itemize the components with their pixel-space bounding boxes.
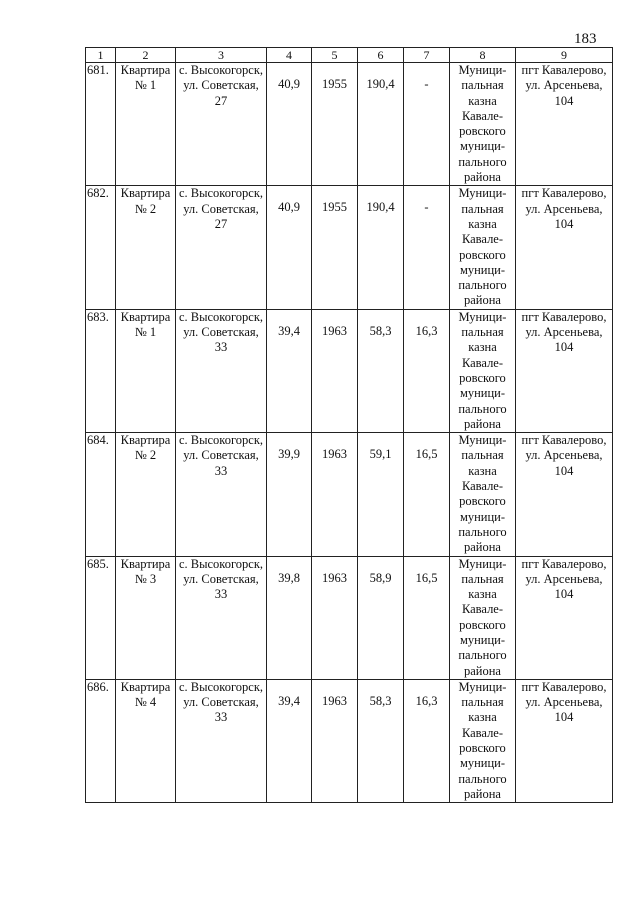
property-residual-value: - xyxy=(404,186,450,309)
property-name: Квартира № 1 xyxy=(116,63,176,186)
column-header: 7 xyxy=(404,48,450,63)
property-area: 40,9 xyxy=(267,63,312,186)
property-area: 39,8 xyxy=(267,556,312,679)
property-name: Квартира № 4 xyxy=(116,679,176,802)
property-owner: Муници- пальная казна Кавале- ровского муници- пального района xyxy=(450,679,516,802)
property-area: 39,9 xyxy=(267,433,312,556)
property-address: с. Высокогорск, ул. Советская, 33 xyxy=(176,679,267,802)
row-number: 683. xyxy=(86,309,116,432)
property-name: Квартира № 3 xyxy=(116,556,176,679)
column-header: 8 xyxy=(450,48,516,63)
property-address: с. Высокогорск, ул. Советская, 33 xyxy=(176,433,267,556)
property-value: 190,4 xyxy=(358,63,404,186)
table-row xyxy=(86,309,613,432)
header-row xyxy=(86,48,613,63)
page-number: 183 xyxy=(574,31,597,47)
property-year: 1963 xyxy=(312,556,358,679)
row-number: 682. xyxy=(86,186,116,309)
property-holder: пгт Кавалерово, ул. Арсеньева, 104 xyxy=(516,556,613,679)
property-holder: пгт Кавалерово, ул. Арсеньева, 104 xyxy=(516,433,613,556)
property-owner: Муници- пальная казна Кавале- ровского муници- пального района xyxy=(450,186,516,309)
property-residual-value: 16,5 xyxy=(404,556,450,679)
property-area: 39,4 xyxy=(267,309,312,432)
table-row xyxy=(86,433,613,556)
column-header: 9 xyxy=(516,48,613,63)
row-number: 685. xyxy=(86,556,116,679)
property-year: 1963 xyxy=(312,309,358,432)
property-address: с. Высокогорск, ул. Советская, 33 xyxy=(176,309,267,432)
property-area: 40,9 xyxy=(267,186,312,309)
property-year: 1963 xyxy=(312,679,358,802)
property-residual-value: 16,3 xyxy=(404,679,450,802)
property-area: 39,4 xyxy=(267,679,312,802)
property-value: 59,1 xyxy=(358,433,404,556)
property-value: 58,9 xyxy=(358,556,404,679)
property-registry-table xyxy=(85,47,613,803)
property-holder: пгт Кавалерово, ул. Арсеньева, 104 xyxy=(516,309,613,432)
table-row xyxy=(86,186,613,309)
row-number: 684. xyxy=(86,433,116,556)
property-holder: пгт Кавалерово, ул. Арсеньева, 104 xyxy=(516,186,613,309)
column-header: 5 xyxy=(312,48,358,63)
column-header: 2 xyxy=(116,48,176,63)
property-holder: пгт Кавалерово, ул. Арсеньева, 104 xyxy=(516,63,613,186)
property-year: 1955 xyxy=(312,186,358,309)
row-number: 681. xyxy=(86,63,116,186)
table-row xyxy=(86,556,613,679)
property-name: Квартира № 2 xyxy=(116,433,176,556)
column-header: 6 xyxy=(358,48,404,63)
property-holder: пгт Кавалерово, ул. Арсеньева, 104 xyxy=(516,679,613,802)
property-year: 1955 xyxy=(312,63,358,186)
property-address: с. Высокогорск, ул. Советская, 33 xyxy=(176,556,267,679)
row-number: 686. xyxy=(86,679,116,802)
property-residual-value: 16,5 xyxy=(404,433,450,556)
property-owner: Муници- пальная казна Кавале- ровского муници- пального района xyxy=(450,556,516,679)
column-header: 4 xyxy=(267,48,312,63)
property-address: с. Высокогорск, ул. Советская, 27 xyxy=(176,186,267,309)
property-residual-value: - xyxy=(404,63,450,186)
column-header: 1 xyxy=(86,48,116,63)
property-owner: Муници- пальная казна Кавале- ровского муници- пального района xyxy=(450,309,516,432)
property-value: 58,3 xyxy=(358,679,404,802)
property-residual-value: 16,3 xyxy=(404,309,450,432)
property-name: Квартира № 1 xyxy=(116,309,176,432)
property-year: 1963 xyxy=(312,433,358,556)
column-header: 3 xyxy=(176,48,267,63)
property-name: Квартира № 2 xyxy=(116,186,176,309)
property-value: 58,3 xyxy=(358,309,404,432)
property-value: 190,4 xyxy=(358,186,404,309)
table-row xyxy=(86,679,613,802)
property-owner: Муници- пальная казна Кавале- ровского муници- пального района xyxy=(450,63,516,186)
table-row xyxy=(86,63,613,186)
property-address: с. Высокогорск, ул. Советская, 27 xyxy=(176,63,267,186)
property-owner: Муници- пальная казна Кавале- ровского муници- пального района xyxy=(450,433,516,556)
